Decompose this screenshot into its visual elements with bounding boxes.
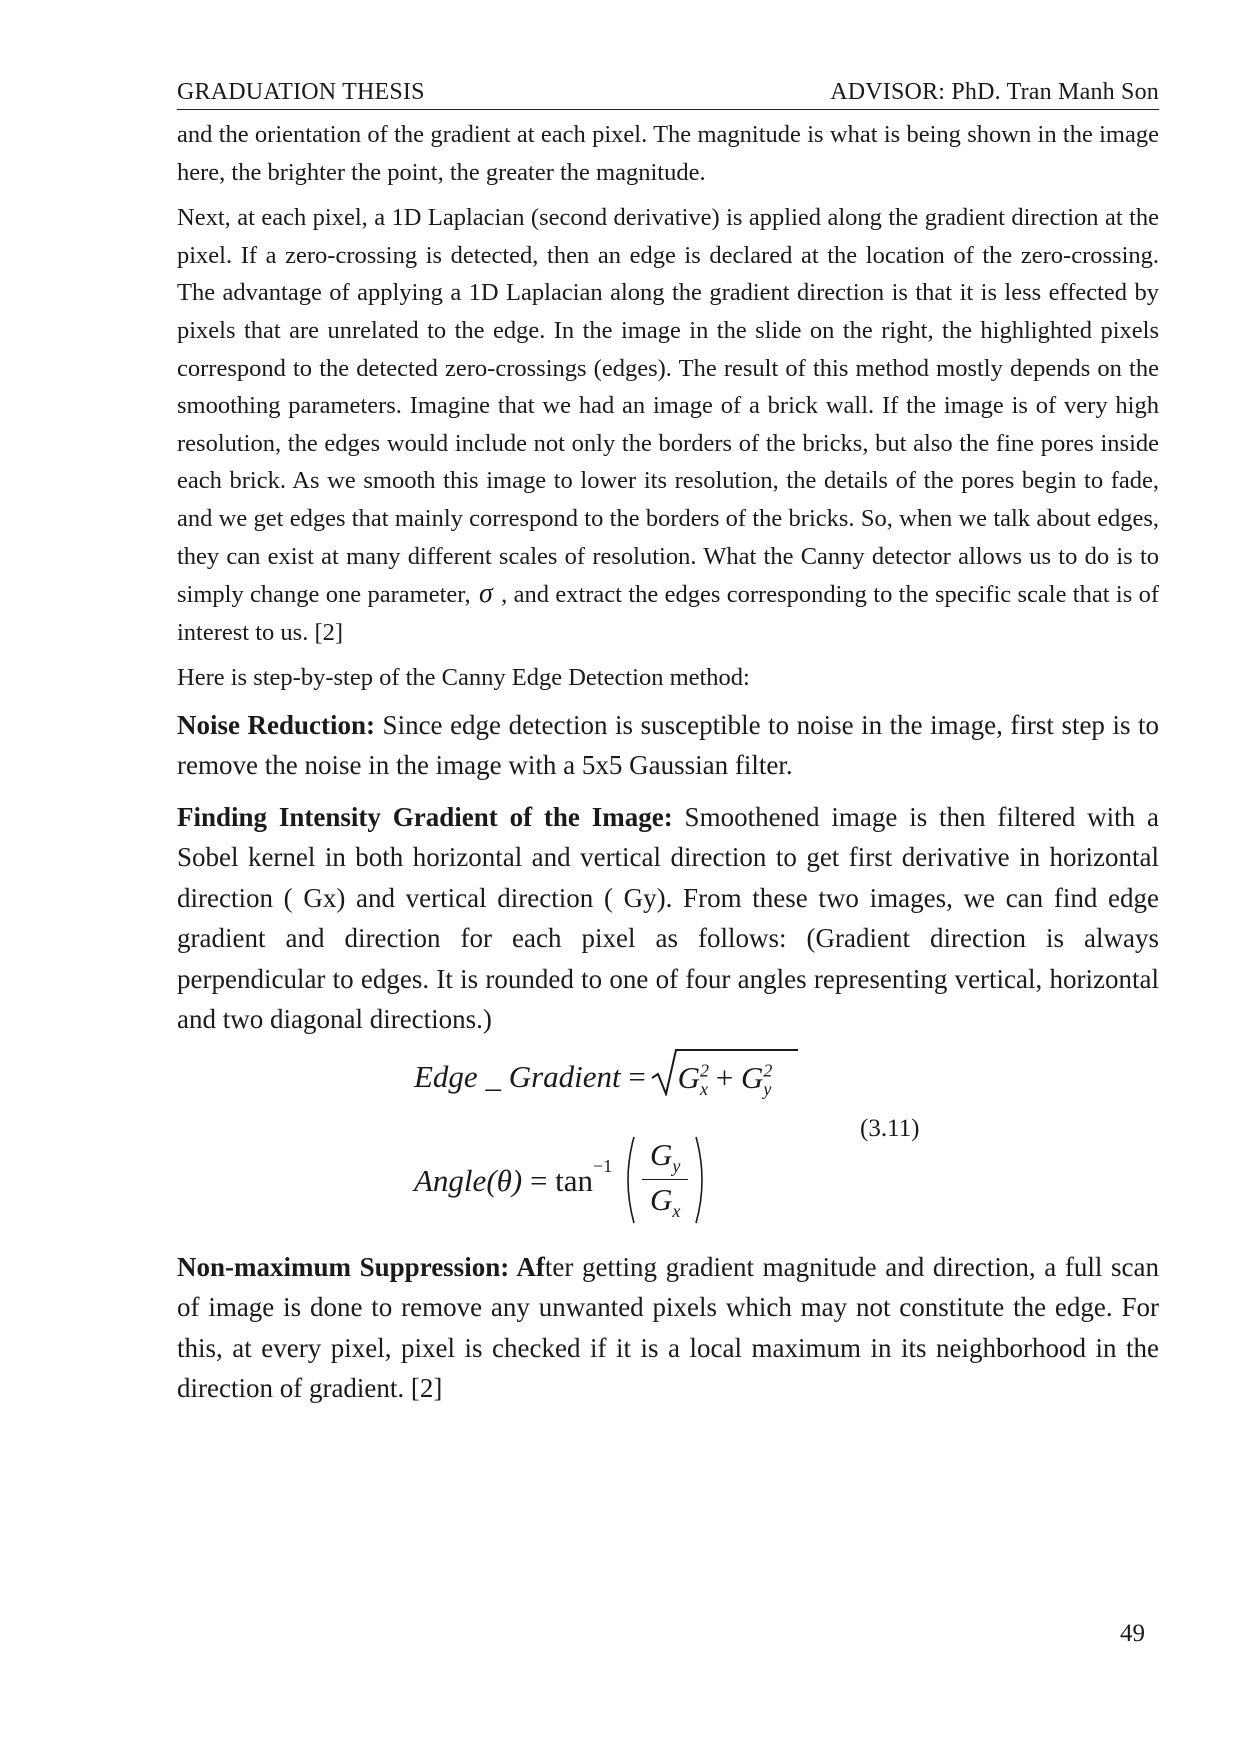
subscript-x: x (700, 1078, 709, 1099)
fraction-denominator (642, 1180, 688, 1222)
nms-title: Non-maximum Suppression: Af (177, 1251, 545, 1282)
paragraph-2 (177, 199, 1159, 651)
gradient-text: Smoothened image is then filtered with a Sobel kernel in both horizontal and vertical direction to get first derivative in horizontal direction ( Gx) and vertical direction ( Gy). From these two images, we can find edge gradient and direction for each pixel as follows: (Gradient direction is always perpendicular to edges. It is rounded to one of four angles representing vertical, horizontal and two diagonal directions.) (177, 801, 1159, 1035)
gx-symbol: G (677, 1059, 701, 1095)
gy-over-gx-fraction (642, 1137, 688, 1222)
gradient-paragraph (177, 797, 1159, 1040)
theta-argument: (θ) (486, 1163, 523, 1199)
noise-reduction-paragraph (177, 705, 1159, 786)
page-number: 49 (1120, 1620, 1145, 1647)
inverse-exponent: −1 (593, 1155, 613, 1176)
body-text (177, 116, 1159, 1420)
edge-gradient-lhs: Edge _ Gradient (414, 1058, 621, 1094)
paragraph-1: and the orientation of the gradient at each pixel. The magnitude is what is being shown in the image here, the brighter the point, the greater the magnitude. (177, 121, 1159, 186)
angle-lhs: Angle (414, 1163, 487, 1199)
subscript-y: y (763, 1078, 772, 1099)
exponent-two: 2 (763, 1060, 773, 1081)
noise-reduction-text: Since edge detection is susceptible to noise in the image, first step is to remove the noise in the image with a 5x5 Gaussian filter. (177, 709, 1159, 781)
exponent-two: 2 (700, 1060, 710, 1081)
paragraph-2-part-a: Next, at each pixel, a 1D Laplacian (second derivative) is applied along the gradient direction at the pixel. If a zero-crossing is detected, then an edge is declared at the location of the zero-crossing. The advantage of applying a 1D Laplacian along the gradient direction is that it is less effected by pixels that are unrelated to the edge. In the image in the slide on the right, the highlighted pixels correspond to the detected zero-crossings (edges). The result of this method mostly depends on the smoothing parameters. Imagine that we had an image of a brick wall. If the image is of very high resolution, the edges would include not only the borders of the bricks, but also the fine pores inside each brick. As we smooth this image to lower its resolution, the details of the pores begin to fade, and we get edges that mainly correspond to the borders of the bricks. So, when we talk about edges, they can exist at many different scales of resolution. What the Canny detector allows us to do is to simply change one parameter, (177, 204, 1159, 609)
equals-sign: = (628, 1058, 646, 1094)
square-root (654, 1060, 772, 1100)
nms-text: ter getting gradient magnitude and direction, a full scan of image is done to remove any unwanted pixels which may not constitute the edge. For this, at every pixel, pixel is checked if it is a local maximum in its neighborhood in the direction of gradient. [2] (177, 1251, 1159, 1404)
gy-numerator: G (649, 1137, 673, 1173)
noise-reduction-title: Noise Reduction: (177, 709, 376, 740)
subscript-x: x (672, 1201, 681, 1222)
gy-symbol: G (741, 1059, 764, 1095)
paragraph-3: Here is step-by-step of the Canny Edge Detection method: (177, 664, 750, 692)
radical-sign-icon (650, 1046, 800, 1096)
header-right: ADVISOR: PhD. Tran Manh Son (830, 79, 1159, 105)
running-header (177, 78, 1159, 110)
gx-denominator: G (649, 1182, 673, 1218)
plus-sign: + (715, 1059, 734, 1095)
paragraph-2-part-b: , and extract the edges corresponding to the specific scale that is of interest to us. [2] (177, 581, 1160, 646)
fraction-numerator (642, 1137, 688, 1180)
angle-formula (414, 1139, 710, 1229)
header-left: GRADUATION THESIS (177, 79, 425, 105)
non-maximum-suppression-paragraph (177, 1247, 1159, 1409)
right-paren-icon (694, 1135, 710, 1225)
tan-function: tan (555, 1163, 594, 1199)
left-paren-icon (620, 1135, 636, 1225)
equation-3-11 (177, 1051, 1159, 1241)
equation-number: (3.11) (860, 1114, 920, 1142)
equals-sign: = (529, 1163, 548, 1199)
subscript-y: y (672, 1156, 681, 1177)
sigma-symbol: σ (478, 578, 493, 610)
edge-gradient-formula (414, 1059, 771, 1100)
gradient-title: Finding Intensity Gradient of the Image: (177, 801, 673, 832)
